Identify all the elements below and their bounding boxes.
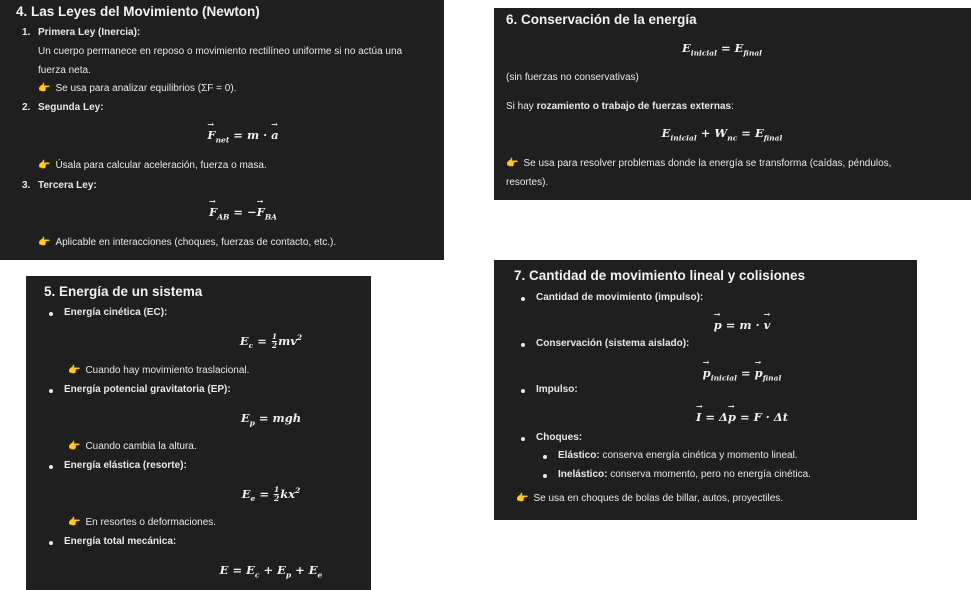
pointing-hand-icon: 👉 <box>506 158 519 169</box>
elastic-energy-item: Energía elástica (resorte): <box>64 460 187 471</box>
fraction: $\frac{1}{2}$ <box>271 332 278 351</box>
law-2-note: 👉 Úsala para calcular aceleración, fuerza o masa. <box>38 160 267 171</box>
law-1-note: 👉 Se usa para analizar equilibrios (ΣF = 0). <box>38 83 237 94</box>
newton-third-law-equation: → $F_{AB}$ = −→ $F_{BA}$ <box>209 205 277 221</box>
usage-note: 👉 Se usa para resolver problemas donde la energía se transforma (caídas, péndulos, <box>506 158 892 169</box>
kinetic-energy-item: Energía cinética (EC): <box>64 307 168 318</box>
sub-bullet <box>543 455 547 459</box>
sub-bullet <box>543 474 547 478</box>
bullet <box>49 389 53 393</box>
system-energy-panel <box>26 276 371 590</box>
usage-note: 👉 Se usa en choques de bolas de billar, autos, proyectiles. <box>516 493 784 504</box>
bullet <box>521 343 525 347</box>
momentum-panel <box>494 260 917 520</box>
elastic-energy-equation: $E_e$ = $\frac{1}{2}$ $kx^2$ <box>241 485 301 504</box>
law-3-note: 👉 Aplicable en interacciones (choques, fuerzas de contacto, etc.). <box>38 237 337 248</box>
pointing-hand-icon: 👉 <box>38 83 51 94</box>
conservation-item: Conservación (sistema aislado): <box>536 338 690 349</box>
energy-with-work-equation: $E_{inicial} + W_{nc} = E_{final}$ <box>661 126 783 143</box>
collisions-item: Choques: <box>536 432 583 443</box>
law-1-description-cont: fuerza neta. <box>38 65 91 76</box>
newton-laws-panel <box>0 0 444 260</box>
inelastic-collision: Inelástico: conserva momento, pero no energía cinética. <box>558 469 811 480</box>
law-3-heading: Tercera Ley: <box>38 180 97 191</box>
kinetic-energy-equation: $E_c$ = $\frac{1}{2}$ $mv^2$ <box>239 332 303 351</box>
bullet <box>49 465 53 469</box>
section-title: 4. Las Leyes del Movimiento (Newton) <box>16 4 260 19</box>
list-number: 2. <box>22 102 31 113</box>
pointing-hand-icon: 👉 <box>68 517 81 528</box>
potential-note: 👉 Cuando cambia la altura. <box>68 441 197 452</box>
bullet <box>49 312 53 316</box>
energy-conservation-equation: $E_{inicial} = E_{final}$ <box>681 41 763 58</box>
condition-note: (sin fuerzas no conservativas) <box>506 72 639 83</box>
potential-energy-equation: $E_p$ = mgh <box>240 411 302 428</box>
pointing-hand-icon: 👉 <box>68 441 81 452</box>
impulse-equation: → I = Δ→ p = F · Δt <box>696 410 788 424</box>
law-2-heading: Segunda Ley: <box>38 102 104 113</box>
kinetic-note: 👉 Cuando hay movimiento traslacional. <box>68 365 250 376</box>
momentum-equation: → p = m · → v <box>714 318 771 332</box>
usage-note-cont: resortes). <box>506 177 549 188</box>
momentum-item: Cantidad de movimiento (impulso): <box>536 292 704 303</box>
list-number: 3. <box>22 180 31 191</box>
impulse-item: Impulso: <box>536 384 578 395</box>
newton-second-law-equation: → $F_{net} = m$ · → a <box>207 128 278 144</box>
elastic-note: 👉 En resortes o deformaciones. <box>68 517 217 528</box>
total-energy-item: Energía total mecánica: <box>64 536 177 547</box>
bullet <box>521 389 525 393</box>
elastic-collision: Elástico: conserva energía cinética y momento lineal. <box>558 450 798 461</box>
section-title: 6. Conservación de la energía <box>506 12 697 27</box>
law-1-description: Un cuerpo permanece en reposo o movimiento rectilíneo uniforme si no actúa una <box>38 46 403 57</box>
pointing-hand-icon: 👉 <box>68 365 81 376</box>
section-title: 5. Energía de un sistema <box>44 284 203 299</box>
bullet <box>49 541 53 545</box>
momentum-conservation-equation: → $p_{inicial}$ = → $p_{final}$ <box>703 366 782 382</box>
fraction: $\frac{1}{2}$ <box>273 485 280 504</box>
total-energy-equation: $E = E_c + E_p + E_e$ <box>219 563 323 580</box>
potential-energy-item: Energía potencial gravitatoria (EP): <box>64 384 231 395</box>
friction-condition: Si hay rozamiento o trabajo de fuerzas externas: <box>506 101 734 112</box>
pointing-hand-icon: 👉 <box>38 160 51 171</box>
list-number: 1. <box>22 27 31 38</box>
pointing-hand-icon: 👉 <box>38 237 51 248</box>
pointing-hand-icon: 👉 <box>516 493 529 504</box>
section-title: 7. Cantidad de movimiento lineal y colisiones <box>514 268 806 283</box>
bullet <box>521 297 525 301</box>
law-1-heading: Primera Ley (Inercia): <box>38 27 141 38</box>
energy-conservation-panel <box>494 8 971 200</box>
bullet <box>521 437 525 441</box>
